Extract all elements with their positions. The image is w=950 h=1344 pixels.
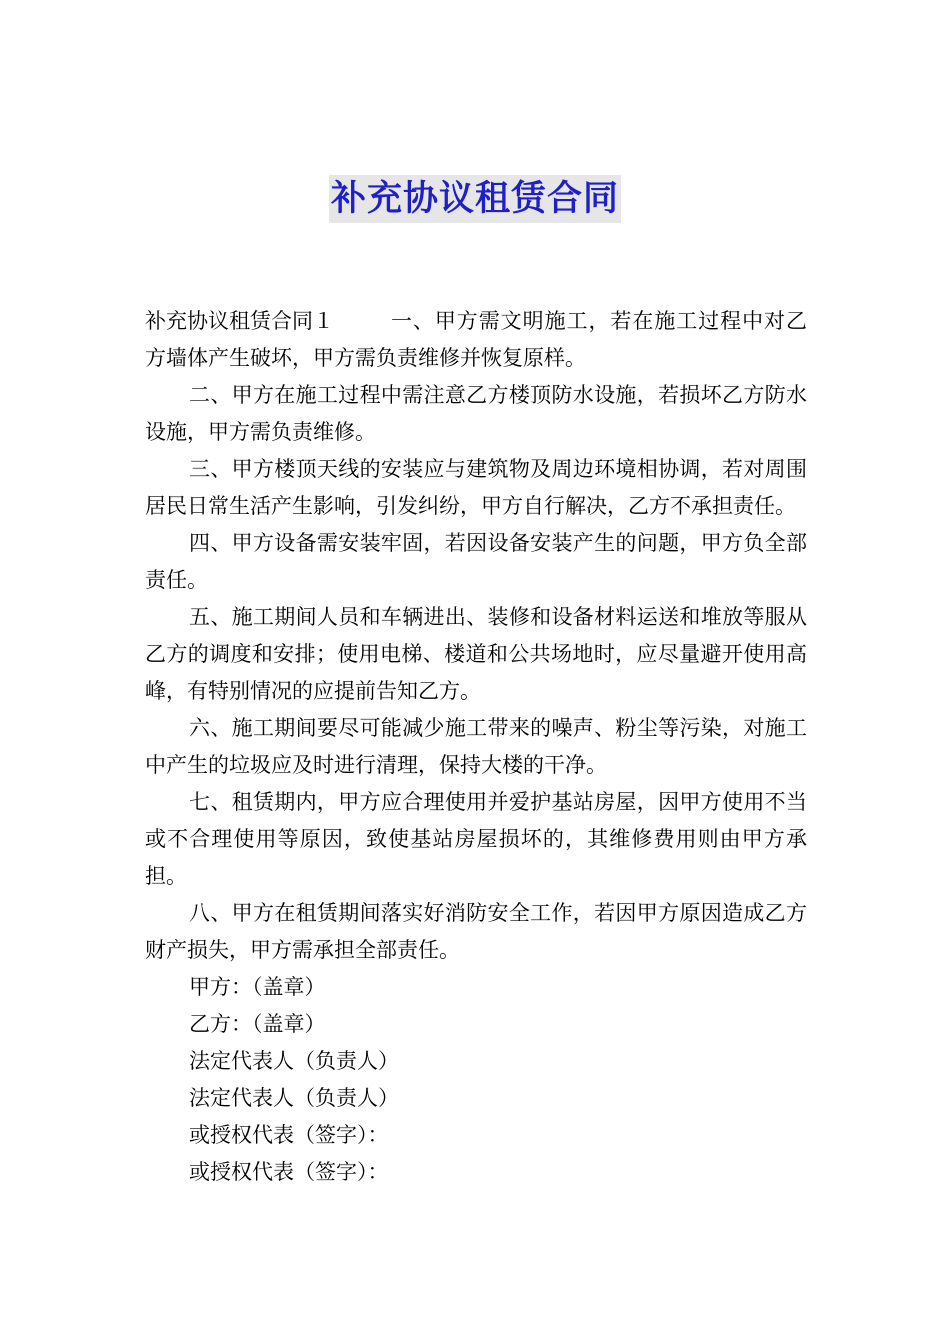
- document-body: [145, 303, 807, 1191]
- paragraph-5: 五、施工期间人员和车辆进出、装修和设备材料运送和堆放等服从乙方的调度和安排；使用电梯、楼道和公共场地时，应尽量避开使用高峰，有特别情况的应提前告知乙方。: [145, 605, 807, 703]
- paragraph-8: 八、甲方在租赁期间落实好消防安全工作，若因甲方原因造成乙方财产损失，甲方需承担全部责任。: [145, 901, 807, 962]
- title-container: [0, 175, 950, 223]
- signature-authorized-a: 或授权代表（签字）：: [189, 1123, 389, 1147]
- signature-party-a-seal: 甲方：（盖章）: [189, 975, 326, 999]
- paragraph-1-text: 一、甲方需文明施工，若在施工过程中对乙方墙体产生破坏，甲方需负责维修并恢复原样。: [145, 309, 807, 370]
- signature-legal-rep-b: 法定代表人（负责人）: [189, 1086, 399, 1110]
- paragraph-7: 七、租赁期内，甲方应合理使用并爱护基站房屋，因甲方使用不当或不合理使用等原因，致使基站房屋损坏的，其维修费用则由甲方承担。: [145, 790, 807, 888]
- signature-legal-rep-a: 法定代表人（负责人）: [189, 1049, 399, 1073]
- signature-authorized-b: 或授权代表（签字）：: [189, 1160, 389, 1184]
- paragraph-2: 二、甲方在施工过程中需注意乙方楼顶防水设施，若损坏乙方防水设施，甲方需负责维修。: [145, 383, 807, 444]
- contract-heading-lead: 补充协议租赁合同１: [145, 309, 334, 333]
- signature-party-b-seal: 乙方：（盖章）: [189, 1012, 326, 1036]
- document-title: 补充协议租赁合同: [329, 175, 621, 223]
- paragraph-3: 三、甲方楼顶天线的安装应与建筑物及周边环境相协调，若对周围居民日常生活产生影响，引发纠纷，甲方自行解决，乙方不承担责任。: [145, 457, 807, 518]
- paragraph-6: 六、施工期间要尽可能减少施工带来的噪声、粉尘等污染，对施工中产生的垃圾应及时进行清理，保持大楼的干净。: [145, 716, 807, 777]
- paragraph-4: 四、甲方设备需安装牢固，若因设备安装产生的问题，甲方负全部责任。: [145, 531, 807, 592]
- paragraph-1: [145, 303, 807, 377]
